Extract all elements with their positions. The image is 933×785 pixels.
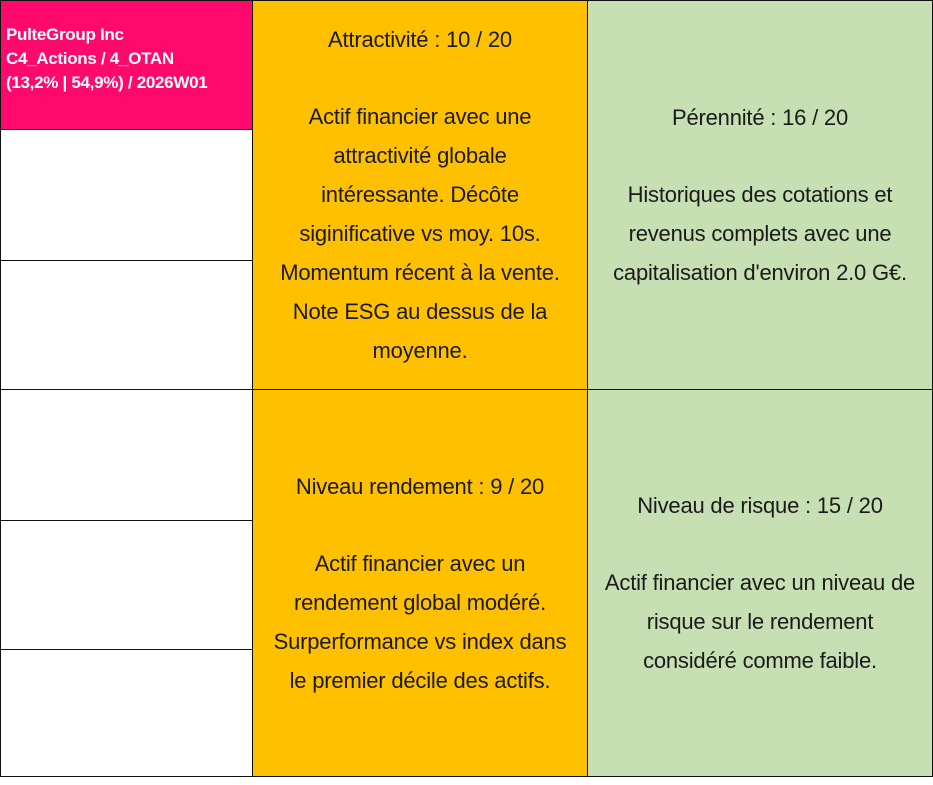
rendement-text — [270, 544, 571, 700]
text-line: siginificative vs moy. 10s. — [299, 221, 541, 246]
asset-category: C4_Actions / 4_OTAN — [6, 49, 174, 68]
text-line: attractivité globale — [333, 143, 507, 168]
text-line: capitalisation d'environ 2.0 G€. — [613, 260, 907, 285]
empty-cell — [0, 520, 253, 650]
text-line: Actif financier avec un — [314, 550, 526, 576]
attractivite-title: Attractivité : 10 / 20 — [328, 27, 512, 52]
asset-header-cell — [0, 0, 253, 130]
text-line: rendement global modéré. — [293, 589, 547, 615]
text-line: considéré comme faible. — [643, 648, 877, 673]
risque-panel — [587, 389, 933, 777]
empty-cell — [0, 260, 253, 390]
text-line: Actif financier avec un niveau de — [604, 570, 916, 595]
attractivite-text — [276, 97, 564, 370]
text-line: risque sur le rendement — [646, 609, 874, 634]
attractivite-panel — [252, 0, 588, 390]
text-line: Momentum récent à la vente. — [280, 260, 560, 285]
text-line: revenus complets avec une — [628, 221, 892, 246]
rendement-panel — [252, 389, 588, 777]
risque-title: Niveau de risque : 15 / 20 — [637, 493, 883, 518]
empty-cell — [0, 649, 253, 777]
asset-name: PulteGroup Inc — [6, 25, 124, 44]
asset-stats: (13,2% | 54,9%) / 2026W01 — [6, 73, 208, 92]
rendement-title: Niveau rendement : 9 / 20 — [295, 473, 545, 499]
text-line: moyenne. — [372, 338, 468, 363]
text-line: Historiques des cotations et — [627, 182, 893, 207]
text-line: le premier décile des actifs. — [289, 667, 551, 693]
text-line: intéressante. Décôte — [321, 182, 519, 207]
empty-cell — [0, 129, 253, 261]
empty-cell — [0, 389, 253, 521]
text-line: Note ESG au dessus de la — [292, 299, 548, 324]
risque-text — [601, 563, 919, 680]
text-line: Surperformance vs index dans — [273, 628, 567, 654]
perennite-panel — [587, 0, 933, 390]
perennite-title: Pérennité : 16 / 20 — [672, 105, 848, 130]
text-line: Actif financier avec une — [308, 104, 532, 129]
perennite-text — [609, 175, 911, 292]
